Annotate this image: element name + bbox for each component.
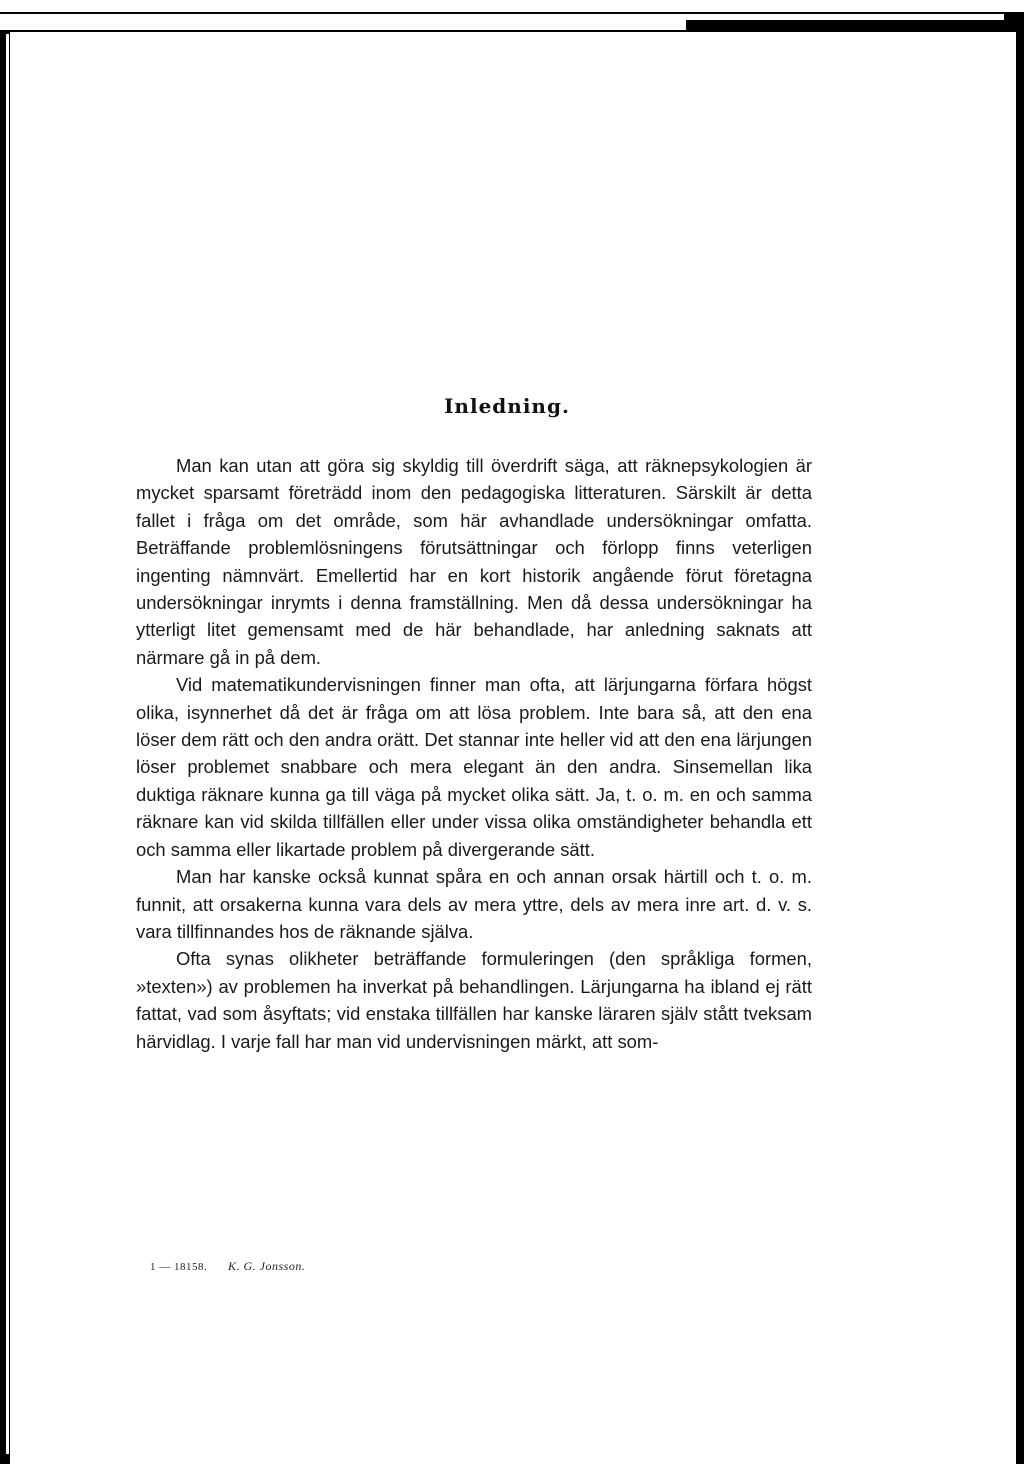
chapter-heading: Inledning. <box>444 394 570 418</box>
scan-top-line-right <box>686 14 1004 20</box>
paragraph-2: Vid matematikundervisningen finner man ofta, att lärjungarna förfara högst olika, isynnerhet då det är fråga om att lösa problem. Inte bara så, att den ena löser dem rätt och den andra orätt. Det stannar inte heller vid att den ena lärjungen löser problemet snabbare och mera elegant än den andra. Sinsemellan lika duktiga räknare kunna ga till väga på mycket olika sätt. Ja, t. o. m. en och samma räknare kan vid skilda tillfällen eller under vissa olika omständigheter behandla ett och samma eller likartade problem på divergerande sätt. <box>136 674 812 860</box>
paragraph-3: Man har kanske också kunnat spåra en och annan orsak härtill och t. o. m. funnit, att orsakerna kunna vara dels av mera yttre, dels av mera inre art. d. v. s. vara tillfinnandes hos de räknande själva. <box>136 866 812 942</box>
scan-top-line-left <box>0 14 686 30</box>
signature-mark: 1 — 18158. <box>150 1261 208 1273</box>
paragraph-1: Man kan utan att göra sig skyldig till överdrift säga, att räknepsykologien är mycket sparsamt företrädd inom den pedagogiska litteraturen. Särskilt är detta fallet i fråga om det område, som här avhandlade undersökningar omfatta. Beträffande problemlösningens förutsättningar och förlopp finns veterligen ingenting nämnvärt. Emellertid har en kort historik angående förut företagna undersökningar inrymts i denna framställning. Men då dessa undersökningar ha ytterligt litet gemensamt med de här behandlade, har anledning saknats att närmare gå in på dem. <box>136 455 812 668</box>
page-footer <box>150 1259 305 1274</box>
paragraph-4: Ofta synas olikheter beträffande formuleringen (den språkliga formen, »texten») av problemen ha inverkat på behandlingen. Lärjungarna ha ibland ej rätt fattat, vad som åsyftats; vid enstaka tillfällen har kanske läraren själv stått tveksam härvidlag. I varje fall har man vid undervisningen märkt, att som- <box>136 948 812 1052</box>
author-name: K. G. Jonsson. <box>228 1259 306 1273</box>
scan-left-edge <box>6 34 9 1454</box>
scan-top-edge <box>0 0 1024 12</box>
book-page <box>10 32 1016 1464</box>
body-text <box>136 452 812 1055</box>
